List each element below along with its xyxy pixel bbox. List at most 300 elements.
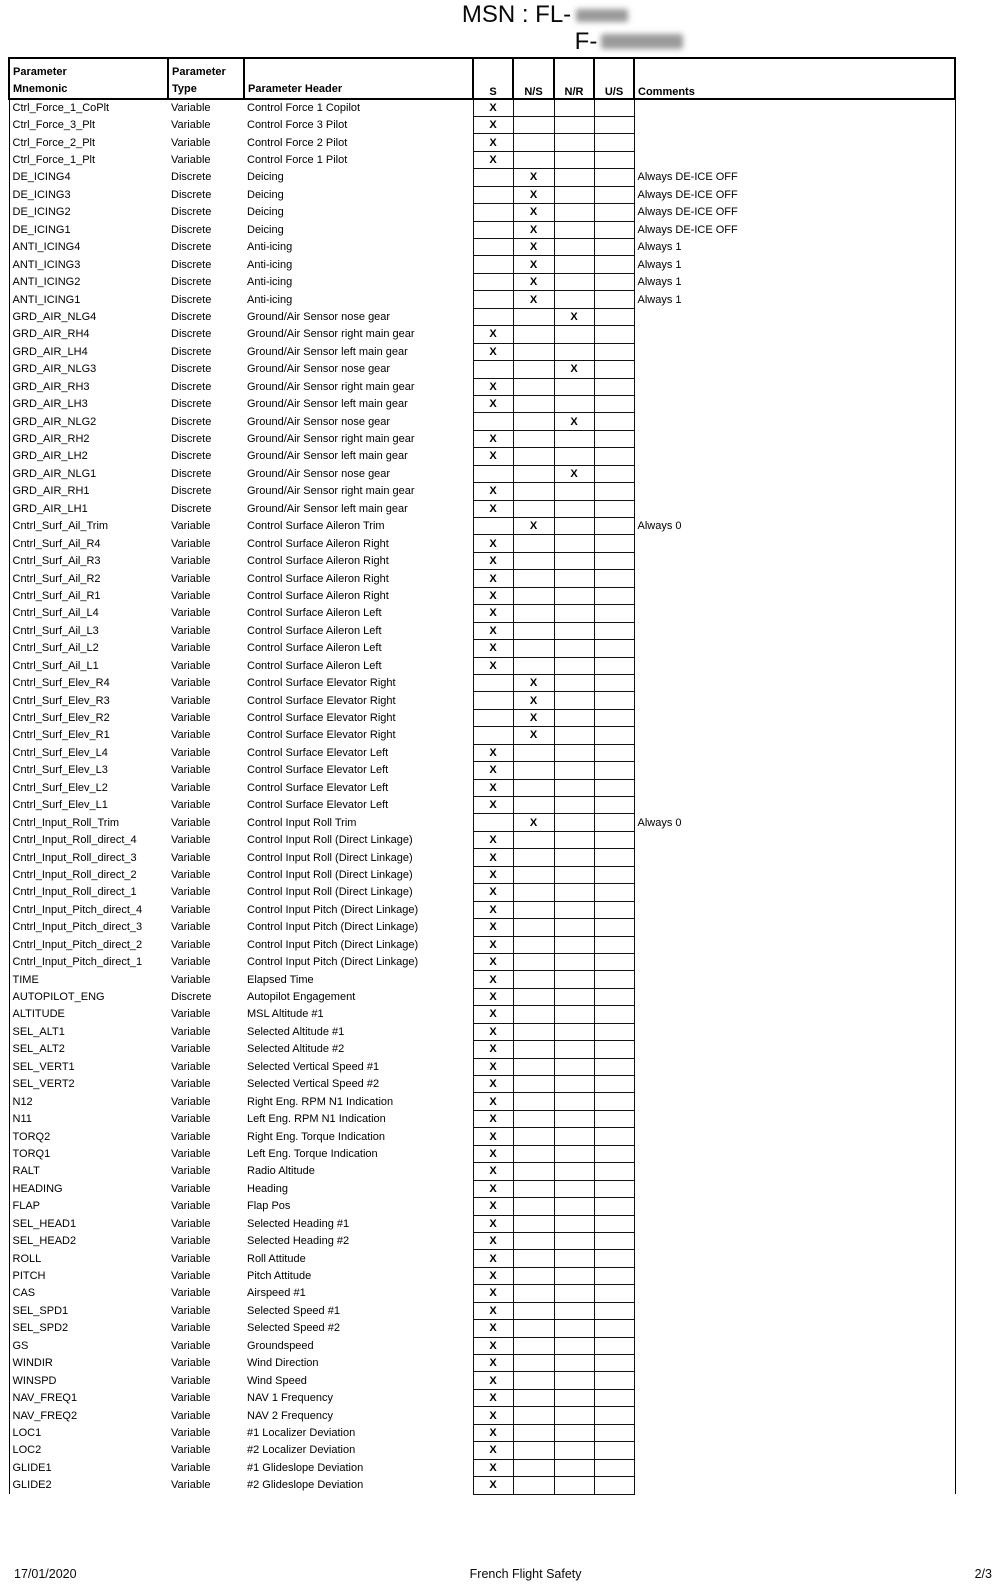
mark-nr	[554, 674, 594, 691]
param-type: Variable	[171, 624, 211, 637]
mark-ns	[513, 1215, 554, 1232]
col-header-nr: N/R	[554, 58, 594, 99]
mark-ns	[513, 1389, 554, 1406]
mark-nr	[554, 273, 594, 290]
table-row	[9, 657, 955, 674]
mark-us	[594, 239, 634, 256]
mark-s: X	[473, 1302, 513, 1319]
param-type: Variable	[171, 921, 211, 934]
mark-s: X	[473, 1424, 513, 1441]
param-header: Control Force 1 Copilot	[247, 102, 361, 115]
param-comment	[634, 99, 955, 116]
mark-s	[473, 674, 513, 691]
param-comment: Always 1	[634, 256, 955, 273]
mark-ns	[513, 1041, 554, 1058]
table-row	[9, 186, 955, 203]
mark-us	[594, 814, 634, 831]
mark-nr	[554, 448, 594, 465]
mark-nr	[554, 1058, 594, 1075]
param-comment	[634, 605, 955, 622]
param-type: Variable	[171, 868, 211, 881]
param-type: Variable	[171, 1374, 211, 1387]
param-comment	[634, 1285, 955, 1302]
document-title	[95, 1, 995, 55]
mark-nr	[554, 483, 594, 500]
mark-nr	[554, 1442, 594, 1459]
param-mnemonic: Cntrl_Surf_Ail_Trim	[9, 518, 168, 535]
table-row	[9, 308, 955, 325]
param-comment	[634, 674, 955, 691]
mark-nr	[554, 971, 594, 988]
param-header: Control Surface Elevator Left	[247, 799, 389, 812]
mark-s: X	[473, 1110, 513, 1127]
mark-nr	[554, 570, 594, 587]
mark-us	[594, 518, 634, 535]
mark-ns: X	[513, 692, 554, 709]
mark-us	[594, 1058, 634, 1075]
param-header: Control Input Roll (Direct Linkage)	[247, 868, 413, 881]
mark-ns	[513, 413, 554, 430]
table-row	[9, 1093, 955, 1110]
param-header: Ground/Air Sensor left main gear	[247, 398, 408, 411]
mark-nr	[554, 134, 594, 151]
mark-us	[594, 744, 634, 761]
param-mnemonic: GRD_AIR_LH4	[9, 343, 168, 360]
param-type: Variable	[171, 746, 211, 759]
mark-nr	[554, 518, 594, 535]
param-header: Control Input Pitch (Direct Linkage)	[247, 956, 419, 969]
mark-us	[594, 535, 634, 552]
param-type: Variable	[171, 834, 211, 847]
param-mnemonic: SEL_ALT2	[9, 1041, 168, 1058]
mark-ns	[513, 622, 554, 639]
param-type: Variable	[171, 537, 211, 550]
mark-s: X	[473, 1285, 513, 1302]
mark-ns	[513, 1424, 554, 1441]
param-header: Selected Heading #2	[247, 1235, 350, 1248]
table-row	[9, 692, 955, 709]
table-header-row	[9, 58, 955, 99]
param-mnemonic: Cntrl_Surf_Ail_L3	[9, 622, 168, 639]
table-row	[9, 831, 955, 848]
mark-ns	[513, 1442, 554, 1459]
mark-us	[594, 709, 634, 726]
registration-label: F-	[574, 28, 598, 55]
mark-us	[594, 1267, 634, 1284]
param-type: Variable	[171, 119, 211, 132]
msn-title-line	[95, 1, 995, 28]
mark-s: X	[473, 430, 513, 447]
param-type: Variable	[171, 1147, 211, 1160]
mark-ns: X	[513, 273, 554, 290]
param-header: Radio Altitude	[247, 1165, 315, 1178]
param-header: Wind Direction	[247, 1357, 319, 1370]
mark-s: X	[473, 762, 513, 779]
mark-s: X	[473, 1023, 513, 1040]
mark-ns	[513, 779, 554, 796]
param-header: Deicing	[247, 171, 284, 184]
param-type: Variable	[171, 764, 211, 777]
param-header: #2 Localizer Deviation	[247, 1444, 356, 1457]
table-row	[9, 1389, 955, 1406]
table-row	[9, 1459, 955, 1476]
mark-s: X	[473, 1267, 513, 1284]
param-mnemonic: Ctrl_Force_2_Plt	[9, 134, 168, 151]
param-comment	[634, 116, 955, 133]
table-row	[9, 518, 955, 535]
mark-s	[473, 709, 513, 726]
param-comment	[634, 1232, 955, 1249]
mark-nr	[554, 884, 594, 901]
param-header: Elapsed Time	[247, 973, 314, 986]
param-mnemonic: Cntrl_Surf_Elev_R4	[9, 674, 168, 691]
param-header: Control Force 3 Pilot	[247, 119, 348, 132]
mark-ns	[513, 1407, 554, 1424]
mark-ns	[513, 1232, 554, 1249]
mark-ns: X	[513, 186, 554, 203]
mark-us	[594, 361, 634, 378]
mark-nr	[554, 1267, 594, 1284]
mark-ns: X	[513, 709, 554, 726]
param-mnemonic: SEL_SPD1	[9, 1302, 168, 1319]
param-comment: Always 1	[634, 239, 955, 256]
mark-us	[594, 483, 634, 500]
param-header: Control Surface Aileron Left	[247, 642, 382, 655]
mark-nr	[554, 116, 594, 133]
mark-nr	[554, 204, 594, 221]
table-row	[9, 727, 955, 744]
mark-s: X	[473, 535, 513, 552]
param-type: Variable	[171, 1235, 211, 1248]
param-mnemonic: Cntrl_Input_Roll_direct_2	[9, 866, 168, 883]
mark-s	[473, 814, 513, 831]
mark-s	[473, 361, 513, 378]
param-mnemonic: Ctrl_Force_1_CoPlt	[9, 99, 168, 116]
mark-nr	[554, 1215, 594, 1232]
mark-us	[594, 1145, 634, 1162]
table-row	[9, 1407, 955, 1424]
param-type: Discrete	[171, 450, 212, 463]
param-mnemonic: RALT	[9, 1163, 168, 1180]
param-comment	[634, 570, 955, 587]
param-type: Discrete	[171, 241, 212, 254]
mark-s	[473, 204, 513, 221]
param-comment: Always 1	[634, 291, 955, 308]
param-comment	[634, 1093, 955, 1110]
table-row	[9, 814, 955, 831]
param-mnemonic: ANTI_ICING3	[9, 256, 168, 273]
mark-nr	[554, 151, 594, 168]
param-type: Variable	[171, 1217, 211, 1230]
mark-nr: X	[554, 308, 594, 325]
table-row	[9, 1442, 955, 1459]
param-mnemonic: TORQ1	[9, 1145, 168, 1162]
mark-nr	[554, 1407, 594, 1424]
mark-us	[594, 308, 634, 325]
param-comment: Always DE-ICE OFF	[634, 169, 955, 186]
mark-ns: X	[513, 169, 554, 186]
param-mnemonic: DE_ICING1	[9, 221, 168, 238]
param-type: Variable	[171, 781, 211, 794]
mark-ns	[513, 1459, 554, 1476]
param-type: Variable	[171, 102, 211, 115]
param-type: Variable	[171, 1322, 211, 1335]
param-header: Ground/Air Sensor left main gear	[247, 450, 408, 463]
param-header: Ground/Air Sensor nose gear	[247, 415, 391, 428]
mark-s: X	[473, 1145, 513, 1162]
mark-us	[594, 552, 634, 569]
mark-ns	[513, 657, 554, 674]
param-type: Variable	[171, 886, 211, 899]
param-header: Control Input Pitch (Direct Linkage)	[247, 921, 419, 934]
mark-ns	[513, 640, 554, 657]
mark-us	[594, 395, 634, 412]
param-header: Control Input Roll (Direct Linkage)	[247, 834, 413, 847]
param-header: #1 Glideslope Deviation	[247, 1461, 364, 1474]
param-comment	[634, 1250, 955, 1267]
table-row	[9, 762, 955, 779]
mark-s: X	[473, 1215, 513, 1232]
footer-page-number: 2/3	[974, 1567, 992, 1581]
param-header: Control Surface Aileron Right	[247, 572, 389, 585]
table-row	[9, 291, 955, 308]
param-mnemonic: GRD_AIR_LH2	[9, 448, 168, 465]
mark-ns	[513, 1372, 554, 1389]
mark-s	[473, 413, 513, 430]
param-comment	[634, 692, 955, 709]
param-header: Control Surface Aileron Right	[247, 555, 389, 568]
mark-ns	[513, 1477, 554, 1494]
mark-nr	[554, 1180, 594, 1197]
param-comment	[634, 1198, 955, 1215]
param-type: Variable	[171, 694, 211, 707]
param-mnemonic: NAV_FREQ1	[9, 1389, 168, 1406]
param-mnemonic: Cntrl_Surf_Ail_L2	[9, 640, 168, 657]
param-mnemonic: ANTI_ICING4	[9, 239, 168, 256]
param-header: Left Eng. Torque Indication	[247, 1147, 378, 1160]
param-mnemonic: GRD_AIR_NLG4	[9, 308, 168, 325]
mark-nr	[554, 779, 594, 796]
param-type: Variable	[171, 1444, 211, 1457]
mark-nr	[554, 186, 594, 203]
mark-s	[473, 692, 513, 709]
mark-nr	[554, 866, 594, 883]
mark-ns	[513, 500, 554, 517]
param-type: Variable	[171, 1095, 211, 1108]
param-comment	[634, 500, 955, 517]
mark-us	[594, 1006, 634, 1023]
mark-nr	[554, 1424, 594, 1441]
param-mnemonic: Cntrl_Surf_Elev_R1	[9, 727, 168, 744]
param-type: Variable	[171, 973, 211, 986]
param-comment	[634, 1023, 955, 1040]
mark-nr	[554, 605, 594, 622]
mark-ns	[513, 343, 554, 360]
table-row	[9, 1372, 955, 1389]
param-mnemonic: GS	[9, 1337, 168, 1354]
mark-s: X	[473, 779, 513, 796]
table-row	[9, 744, 955, 761]
mark-nr	[554, 535, 594, 552]
mark-us	[594, 919, 634, 936]
mark-ns	[513, 535, 554, 552]
param-comment: Always DE-ICE OFF	[634, 204, 955, 221]
param-table-body	[9, 99, 955, 1494]
mark-ns	[513, 587, 554, 604]
mark-us	[594, 674, 634, 691]
table-row	[9, 1337, 955, 1354]
param-mnemonic: SEL_HEAD1	[9, 1215, 168, 1232]
mark-s: X	[473, 1180, 513, 1197]
param-mnemonic: GRD_AIR_RH1	[9, 483, 168, 500]
mark-ns	[513, 1110, 554, 1127]
mark-s: X	[473, 343, 513, 360]
mark-s: X	[473, 99, 513, 116]
mark-ns	[513, 116, 554, 133]
param-header: Control Surface Elevator Right	[247, 694, 396, 707]
param-comment	[634, 343, 955, 360]
mark-us	[594, 1372, 634, 1389]
table-row	[9, 1163, 955, 1180]
mark-s: X	[473, 500, 513, 517]
param-mnemonic: GRD_AIR_LH3	[9, 395, 168, 412]
mark-us	[594, 465, 634, 482]
col-header-ns: N/S	[513, 58, 554, 99]
param-comment	[634, 971, 955, 988]
param-type: Variable	[171, 572, 211, 585]
mark-us	[594, 1215, 634, 1232]
mark-nr	[554, 552, 594, 569]
table-row	[9, 587, 955, 604]
mark-ns	[513, 378, 554, 395]
param-type: Variable	[171, 1304, 211, 1317]
mark-ns: X	[513, 239, 554, 256]
param-type: Discrete	[171, 188, 212, 201]
param-comment: Always 0	[634, 814, 955, 831]
mark-us	[594, 134, 634, 151]
param-mnemonic: Cntrl_Surf_Elev_L4	[9, 744, 168, 761]
mark-us	[594, 605, 634, 622]
param-type: Variable	[171, 1165, 211, 1178]
mark-us	[594, 430, 634, 447]
mark-nr	[554, 1093, 594, 1110]
param-mnemonic: Ctrl_Force_1_Plt	[9, 151, 168, 168]
table-row	[9, 640, 955, 657]
mark-s	[473, 727, 513, 744]
msn-redacted-value	[576, 9, 628, 22]
param-type: Discrete	[171, 293, 212, 306]
mark-s: X	[473, 797, 513, 814]
param-type: Discrete	[171, 258, 212, 271]
mark-ns	[513, 936, 554, 953]
param-mnemonic: SEL_ALT1	[9, 1023, 168, 1040]
mark-s: X	[473, 1442, 513, 1459]
param-header: Control Surface Elevator Right	[247, 712, 396, 725]
mark-us	[594, 1459, 634, 1476]
mark-us	[594, 1128, 634, 1145]
param-type: Variable	[171, 677, 211, 690]
param-type: Discrete	[171, 206, 212, 219]
param-mnemonic: WINDIR	[9, 1355, 168, 1372]
param-comment: Always DE-ICE OFF	[634, 186, 955, 203]
table-row	[9, 151, 955, 168]
table-row	[9, 1215, 955, 1232]
param-header: Control Surface Aileron Trim	[247, 520, 385, 533]
mark-us	[594, 1110, 634, 1127]
table-row	[9, 343, 955, 360]
mark-nr	[554, 831, 594, 848]
param-header: Selected Speed #2	[247, 1322, 340, 1335]
param-header: Right Eng. RPM N1 Indication	[247, 1095, 394, 1108]
param-header: Selected Vertical Speed #2	[247, 1078, 380, 1091]
mark-us	[594, 797, 634, 814]
mark-ns	[513, 884, 554, 901]
mark-us	[594, 640, 634, 657]
table-row	[9, 1023, 955, 1040]
mark-s	[473, 308, 513, 325]
param-type: Variable	[171, 659, 211, 672]
param-mnemonic: GRD_AIR_NLG2	[9, 413, 168, 430]
registration-title-line	[179, 28, 1000, 55]
param-header: Control Input Roll (Direct Linkage)	[247, 886, 413, 899]
param-mnemonic: TORQ2	[9, 1128, 168, 1145]
mark-s: X	[473, 1477, 513, 1494]
mark-s: X	[473, 866, 513, 883]
mark-us	[594, 169, 634, 186]
table-row	[9, 483, 955, 500]
param-comment	[634, 919, 955, 936]
param-header: Control Input Pitch (Direct Linkage)	[247, 903, 419, 916]
param-header: Ground/Air Sensor right main gear	[247, 380, 415, 393]
mark-s: X	[473, 1337, 513, 1354]
mark-ns: X	[513, 221, 554, 238]
param-type: Discrete	[171, 171, 212, 184]
table-row	[9, 116, 955, 133]
mark-ns	[513, 1128, 554, 1145]
mark-s: X	[473, 448, 513, 465]
param-comment	[634, 552, 955, 569]
param-type: Variable	[171, 1200, 211, 1213]
mark-nr	[554, 849, 594, 866]
param-header: MSL Altitude #1	[247, 1008, 324, 1021]
param-type: Variable	[171, 1252, 211, 1265]
param-comment	[634, 901, 955, 918]
param-header: Control Surface Aileron Right	[247, 589, 389, 602]
table-row	[9, 221, 955, 238]
mark-s: X	[473, 151, 513, 168]
mark-s: X	[473, 622, 513, 639]
table-row	[9, 99, 955, 116]
param-mnemonic: FLAP	[9, 1198, 168, 1215]
param-mnemonic: Cntrl_Surf_Ail_R1	[9, 587, 168, 604]
mark-nr	[554, 378, 594, 395]
param-comment	[634, 884, 955, 901]
param-mnemonic: WINSPD	[9, 1372, 168, 1389]
mark-ns	[513, 430, 554, 447]
param-comment	[634, 326, 955, 343]
param-header: Deicing	[247, 206, 284, 219]
param-header: Flap Pos	[247, 1200, 291, 1213]
param-header: Deicing	[247, 188, 284, 201]
mark-ns	[513, 605, 554, 622]
mark-s: X	[473, 1389, 513, 1406]
param-type: Variable	[171, 1287, 211, 1300]
param-type: Variable	[171, 607, 211, 620]
mark-s: X	[473, 552, 513, 569]
param-comment	[634, 1337, 955, 1354]
param-mnemonic: Cntrl_Input_Pitch_direct_1	[9, 953, 168, 970]
table-row	[9, 1180, 955, 1197]
